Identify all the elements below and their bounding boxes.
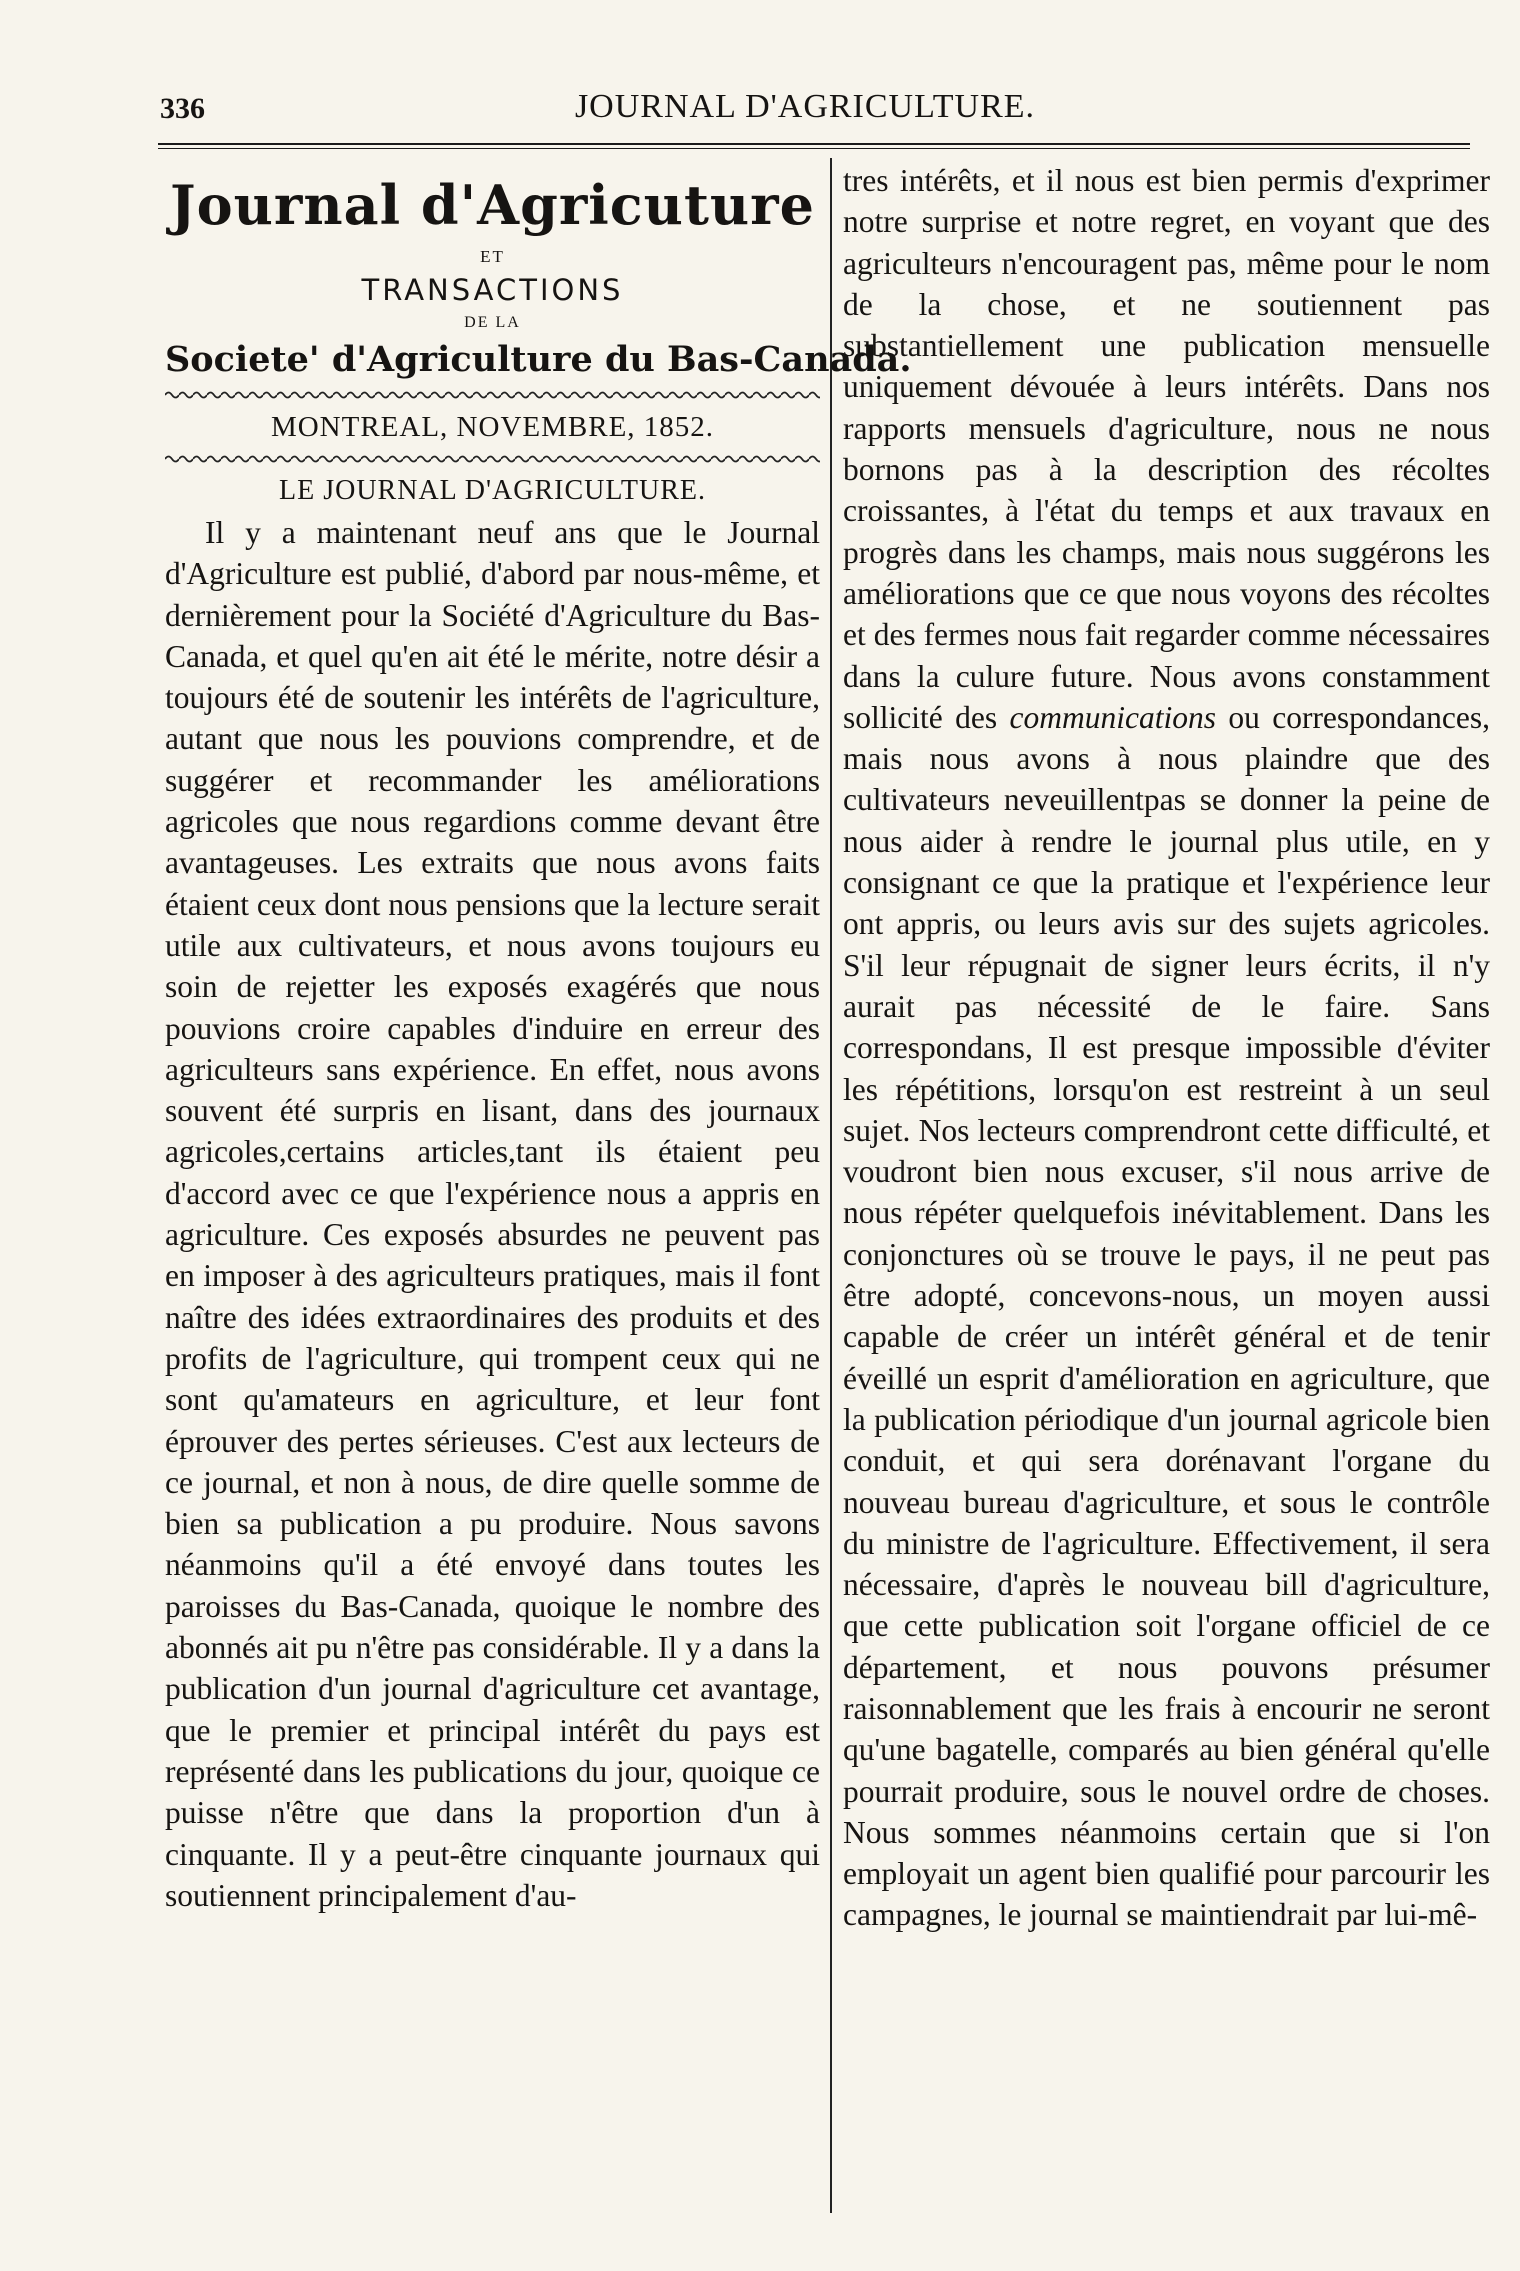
ornamental-rule: [165, 390, 820, 400]
page-number: 336: [160, 92, 205, 125]
header-rule: [158, 143, 1470, 149]
dateline: MONTREAL, NOVEMBRE, 1852.: [270, 411, 715, 443]
masthead-de-la: DE LA: [464, 314, 521, 331]
left-column: [165, 160, 912, 1916]
masthead-title: Journal d'Agricuture: [170, 173, 815, 237]
article-text-segment: tres intérêts, et il nous est bien permis d'exprimer notre surprise et notre regret, en voyant que des agriculteurs n'encouragent pas, même pour le nom de la chose, et ne soutiennent pas substantiellement une publication mensuelle uniquement dévouée à leurs intérêts. Dans nos rapports mensuels d'agriculture, nous ne nous bornons pas à la description des récoltes croissantes, à l'état du temps et aux travaux en progrès dans les champs, mais nous suggérons les améliorations que ce que nous voyons des récoltes et des fermes nous fait regarder comme nécessaires dans la culure future. Nous avons constamment sollicité des: [843, 163, 1490, 735]
italic-word: communications: [1009, 699, 1216, 735]
article-body-right: [843, 160, 1490, 1936]
right-column: [843, 160, 1490, 1936]
running-head: JOURNAL D'AGRICULTURE.: [574, 88, 1036, 125]
article-title: LE JOURNAL D'AGRICULTURE.: [279, 475, 706, 506]
article-body-left: Il y a maintenant neuf ans que le Journal d'Agriculture est publié, d'abord par nous-même, et dernièrement pour la Société d'Agriculture du Bas-Canada, et quel qu'en ait été le mérite, notre désir a toujours été de soutenir les intérêts de l'agriculture, autant que nous les pouvions comprendre, et de suggérer et recommander les améliorations agricoles que nous regardions comme devant être avantageuses. Les extraits que nous avons faits étaient ceux dont nous pensions que la lecture serait utile aux cultivateurs, et nous avons toujours eu soin de rejetter les exposés exagérés que nous pouvions croire capables d'induire en erreur des agriculteurs sans expérience. En effet, nous avons souvent été surpris en lisant, dans des journaux agricoles,certains articles,tant ils étaient peu d'accord avec ce que l'expérience nous a appris en agriculture. Ces exposés absurdes ne peuvent pas en imposer à des agriculteurs pratiques, mais il font naître des idées extraordinaires des produits et des profits de l'agriculture, qui trompent ceux qui ne sont qu'amateurs en agriculture, et leur font éprouver des pertes sérieuses. C'est aux lecteurs de ce journal, et non à nous, de dire quelle somme de bien sa publication a pu produire. Nous savons néanmoins qu'il a été envoyé dans toutes les paroisses du Bas-Canada, quoique le nombre des abonnés ait pu n'être pas considérable. Il y a dans la publication d'un journal d'agriculture cet avantage, que le premier et principal intérêt du pays est représenté dans les publications du jour, quoique ce puisse n'être que dans la proportion d'un à cinquante. Il y a peut-être cinquante journaux qui soutiennent principalement d'au-: [165, 515, 820, 1913]
ornamental-rule: [165, 454, 820, 464]
article-text-segment: ou correspondances, mais nous avons à nous plaindre que des cultivateurs neveuillentpas se donner la peine de nous aider à rendre le journal plus utile, en y consignant ce que la pratique et l'expérience leur ont appris, ou leurs avis sur des sujets agricoles. S'il leur répugnait de signer leurs écrits, il n'y aurait pas nécessité de le faire. Sans correspondans, Il est presque impossible d'éviter les répétitions, lorsqu'on est restreint à un seul sujet. Nos lecteurs comprendront cette difficulté, et voudront bien nous excuser, s'il nous arrive de nous répéter quelquefois inévitablement. Dans les conjonctures où se trouve le pays, il ne peut pas être adopté, concevons-nous, un moyen aussi capable de créer un intérêt général et de tenir éveillé un esprit d'amélioration en agriculture, que la publication périodique d'un journal agricole bien conduit, et qui sera dorénavant l'organe du nouveau bureau d'agriculture, et sous le contrôle du ministre de l'agriculture. Effectivement, il sera nécessaire, d'après le nouveau bill d'agriculture, que cette publication soit l'organe officiel de ce département, et nous pouvons présumer raisonnablement que les frais à encourir ne seront qu'une bagatelle, comparés au bien général qu'elle pourrait produire, sous le nouvel ordre de choses. Nous sommes néanmoins certain que si l'on employait un agent bien qualifié pour parcourir les campagnes, le journal se maintiendrait par lui-mê-: [843, 699, 1490, 1933]
column-divider: [830, 158, 832, 2213]
masthead-et: ET: [480, 247, 505, 266]
masthead-transactions: TRANSACTIONS: [361, 273, 624, 307]
masthead-society: Societe' d'Agriculture du Bas-Canada.: [165, 339, 912, 380]
